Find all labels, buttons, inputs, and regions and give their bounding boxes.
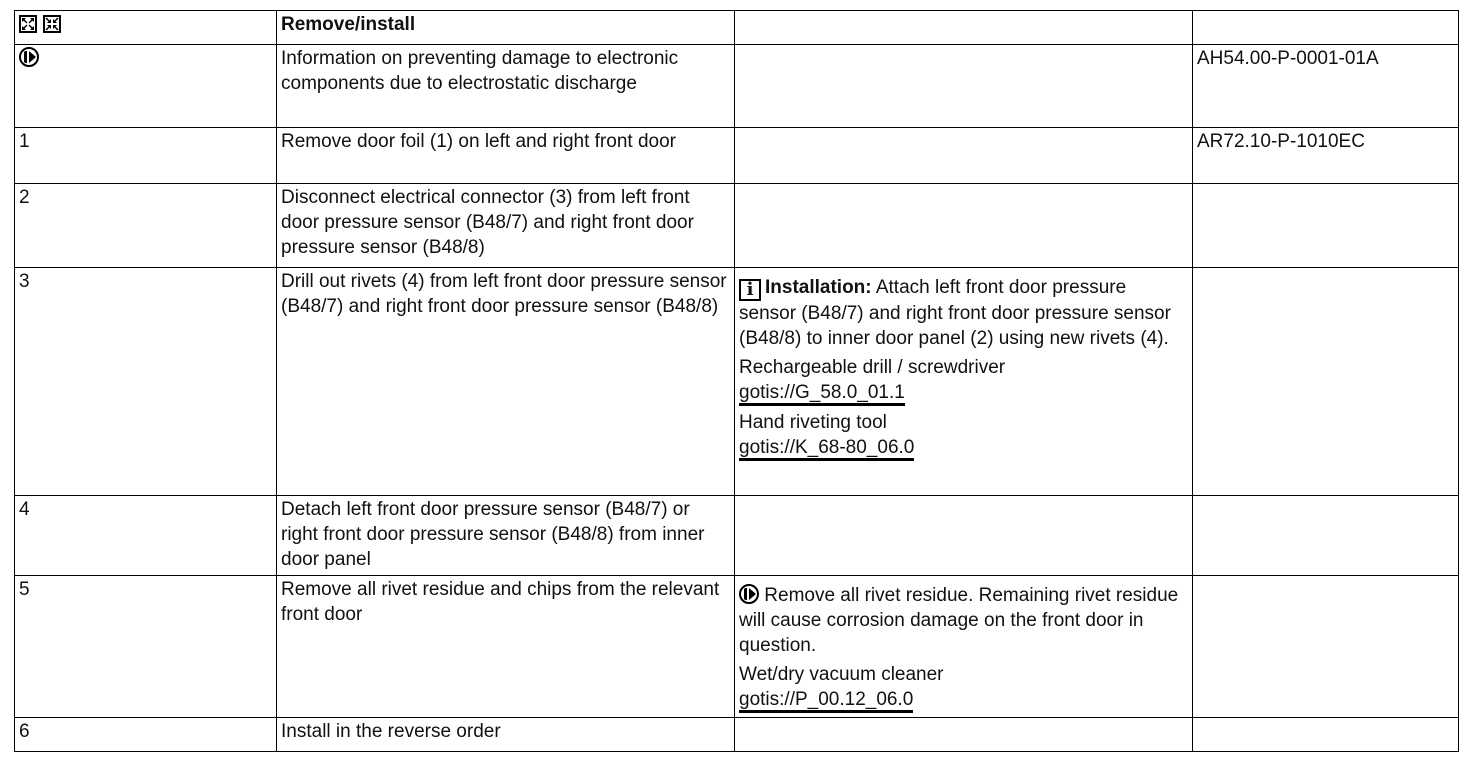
header-empty-cell xyxy=(735,11,1193,45)
table-row xyxy=(15,576,1459,718)
collapse-all-icon[interactable] xyxy=(43,15,61,33)
step-cell xyxy=(15,45,277,128)
note-cell xyxy=(735,718,1193,752)
note-label: Installation: xyxy=(765,277,872,298)
header-empty-cell xyxy=(1193,11,1459,45)
table-row xyxy=(15,184,1459,268)
installation-note xyxy=(739,275,1188,351)
tool-name: Rechargeable drill / screwdriver xyxy=(739,357,1006,378)
reference-cell xyxy=(1193,576,1459,718)
tool-link[interactable]: gotis://P_00.12_06.0 xyxy=(739,690,913,713)
reference-cell[interactable]: AR72.10-P-1010EC xyxy=(1193,128,1459,184)
step-text: Detach left front door pressure sensor (B48/7) or right front door pressure sensor (B48/8) from inner door panel xyxy=(277,496,735,576)
table-row xyxy=(15,128,1459,184)
table-row xyxy=(15,718,1459,752)
note-text: Remove all rivet residue. Remaining rivet residue will cause corrosion damage on the front door in question. xyxy=(739,585,1179,656)
tool-item xyxy=(739,355,1188,406)
step-text: Information on preventing damage to electronic components due to electrostatic discharge xyxy=(277,45,735,128)
warning-icon xyxy=(19,47,39,67)
reference-cell xyxy=(1193,268,1459,496)
tool-name: Hand riveting tool xyxy=(739,412,887,433)
note-cell xyxy=(735,184,1193,268)
header-row xyxy=(15,11,1459,45)
step-number: 5 xyxy=(15,576,277,718)
step-number: 2 xyxy=(15,184,277,268)
note-cell xyxy=(735,576,1193,718)
step-text: Remove door foil (1) on left and right front door xyxy=(277,128,735,184)
note-cell xyxy=(735,128,1193,184)
step-number: 3 xyxy=(15,268,277,496)
note-cell xyxy=(735,45,1193,128)
warning-note xyxy=(739,583,1188,658)
note-text: Attach left front door pressure sensor (B48/7) and right front door pressure sensor (B48/8) to inner door panel (2) using new rivets (4). xyxy=(739,277,1171,349)
tool-link[interactable]: gotis://G_58.0_01.1 xyxy=(739,383,905,406)
table-row xyxy=(15,496,1459,576)
step-number: 6 xyxy=(15,718,277,752)
step-number: 4 xyxy=(15,496,277,576)
warning-icon xyxy=(739,584,759,604)
reference-cell[interactable]: AH54.00-P-0001-01A xyxy=(1193,45,1459,128)
reference-cell xyxy=(1193,184,1459,268)
tool-link[interactable]: gotis://K_68-80_06.0 xyxy=(739,438,914,461)
table-row xyxy=(15,268,1459,496)
tool-item xyxy=(739,410,1188,461)
table-row xyxy=(15,45,1459,128)
reference-cell xyxy=(1193,718,1459,752)
step-text: Drill out rivets (4) from left front door pressure sensor (B48/7) and right front door pressure sensor (B48/8) xyxy=(277,268,735,496)
note-cell xyxy=(735,268,1193,496)
tool-item xyxy=(739,662,1188,713)
tool-name: Wet/dry vacuum cleaner xyxy=(739,664,944,685)
procedure-table xyxy=(14,10,1459,752)
header-title: Remove/install xyxy=(277,11,735,45)
step-text: Install in the reverse order xyxy=(277,718,735,752)
info-icon: i xyxy=(739,279,761,301)
step-number: 1 xyxy=(15,128,277,184)
note-cell xyxy=(735,496,1193,576)
header-icons-cell xyxy=(15,11,277,45)
step-text: Disconnect electrical connector (3) from left front door pressure sensor (B48/7) and right front door pressure sensor (B48/8) xyxy=(277,184,735,268)
reference-cell xyxy=(1193,496,1459,576)
expand-all-icon[interactable] xyxy=(19,15,37,33)
step-text: Remove all rivet residue and chips from the relevant front door xyxy=(277,576,735,718)
